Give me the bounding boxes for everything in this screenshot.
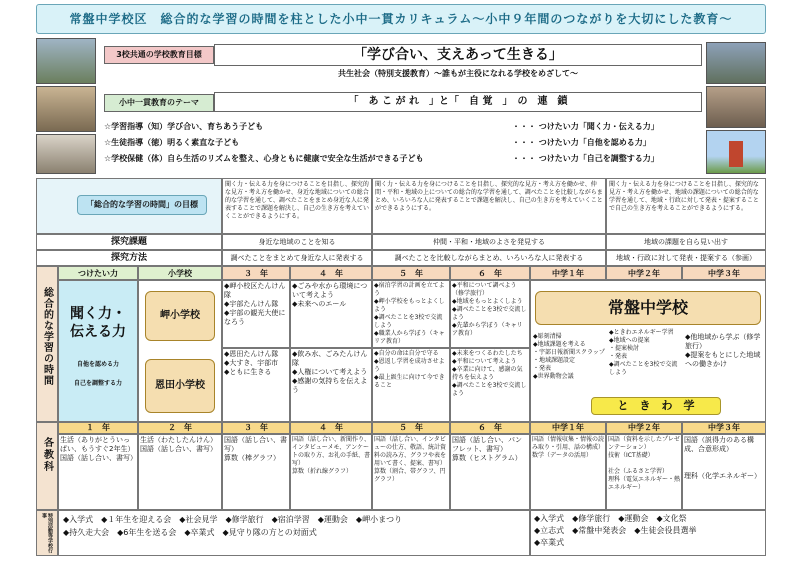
subj-g3: 国語（話し合い、書写） 算数（棒グラフ） [222,434,290,510]
misaki-grade-3: ◆岬小校区たんけん隊 ◆宇部たんけん隊 ◆宇部の観光大使になろう [222,280,290,348]
events-jh-line-1: ◆入学式 ◆修学旅行 ◆運動会 ◆文化祭 [534,514,687,523]
sogo-goal-jh: 聞く力・伝える力を身につけることを目指し、探究的な見方・考え方を働かせ、地域の課題についての総合的な学習を通して、地域・行政に対して発表・提案することで自己の生き方を考えることができるようにする。 [606,178,766,234]
guidance-left-1: ☆学習指導（知）学び合い、育ちあう子ども [104,122,264,131]
tankyu-label: 探究課題 [36,234,222,250]
common-goal-label: 3校共通の学校教育目標 [104,46,214,64]
jh1-activities: ◆彫刻清掃 ◆地域課題を考える ・宇部日報新聞スクラップ ・地域課題設定 ・発表 ◆世界動物会議 [533,333,605,380]
events-elem-line-2: ◆持久走大会 ◆6年生を送る会 ◆卒業式 ◆見守り隊の方との対面式 [63,528,317,537]
events-elem [58,510,530,556]
tsuketai-header: つけたい力 [58,266,138,280]
subj-g2-header: ２ 年 [138,422,222,434]
subj-g6: 国語（話し合い、パンフレット、書写） 算数（ヒストグラム） [450,434,530,510]
tankyu-3: 地域の課題を自ら見い出す [606,234,766,250]
subj-g4: 国語（話し合い、新聞作り、インタビューメモ、アンケートの取り方、お礼の手紙、書写） 算数（折れ線グラフ） [290,434,372,510]
power-sub2: 自己を調整する力 [73,380,122,387]
events-elem-line-1: ◆入学式 ◆１年生を迎える会 ◆社会見学 ◆修学旅行 ◆宿泊学習 ◆運動会 ◆岬小まつり [63,515,403,524]
hoho-label: 探究方法 [36,250,222,266]
subgoal: 共生社会（特別支援教育）～誰もが主役になれる学校をめざして～ [338,69,578,78]
tower-icon [729,141,743,167]
photo-tower [706,130,766,174]
sogo-goal-label-cell [36,178,222,234]
subjects-side-label-cell [36,422,58,510]
jh2-header: 中学２年 [606,266,682,280]
photo-students-1 [706,42,766,84]
school-col [138,280,222,422]
tankyu-1: 身近な地域のことを知る [222,234,372,250]
subj-g5: 国語（話し合い、インタビューの仕方、敬語、統計資料の読み方、グラフや表を用いて書く、提案、書写） 算数（割合、帯グラフ、円グラフ） [372,434,450,510]
misaki-grade-6: ◆平和について調べよう（修学旅行） ◆地域をもっとよくしよう ◆調べたことを3校で交流しよう ◆先輩から学ぼう（キャリア教育） [450,280,530,348]
sogo-goal-elem-low: 聞く力・伝える力を身につけることを目指し、探究的な見方・考え方を働かせ、身近な地域についての総合的な学習を通して、調べたことをまとめ身近な人に発表することで課題を解決し、自己の生き方を考えていくことができるようにする。 [222,178,372,234]
guidance-right-3: ・・・ つけたい力「自己を調整する力」 [512,154,659,163]
events-jh-line-2: ◆立志式 ◆常盤中発表会 ◆生徒会役員選挙 [534,526,697,535]
subj-g5-header: ５ 年 [372,422,450,434]
subj-g1-header: １ 年 [58,422,138,434]
jh3-header: 中学３年 [682,266,766,280]
onda-grade-4: ◆飲み水、ごみたんけん隊 ◆人権について考えよう ◆感謝の気持ちを伝えよう [290,348,372,422]
subj-jh3: 国語（説得力のある構成、合意形成） 理科（化学エネルギー） [682,434,766,510]
events-side-label-cell [36,510,58,556]
grade-6-header: ６ 年 [450,266,530,280]
jh3-activities: ◆他地域から学ぶ（修学旅行） ◆提案をもとにした地域への働きかけ [685,333,761,368]
tankyu-2: 仲間・平和・地域のよさを発見する [372,234,606,250]
sogo-side-label-cell [36,266,58,422]
tokiwa-junior-high: 常盤中学校 [535,291,761,325]
subj-g1: 生活（ありがとういっぱい、もうすぐ2年生） 国語（話し合い、書写） [58,434,138,510]
power-main: 聞く力・伝える力 [70,306,126,340]
power-sub1: 自他を認める力 [76,361,119,368]
guidance-left-3: ☆学校保健（体）自ら生活のリズムを整え、心身ともに健康で安全な生活ができる子ども [104,154,424,163]
misaki-school: 岬小学校 [145,291,215,341]
grade-3-header: ３ 年 [222,266,290,280]
guidance-list [104,120,704,172]
grade-4-header: ４ 年 [290,266,372,280]
hoho-3: 地域・行政に対して発表・提案する（参画） [606,250,766,266]
misaki-grade-5: ◆宿泊学習の計画を立てよう ◆岬小学校をもっとよくしよう ◆調べたことを3校で交流しよう ◆職業人から学ぼう（キャリア教育） [372,280,450,348]
sogo-side-label: 総合的な学習の時間 [41,287,53,386]
page-title: 常盤中学校区 総合的な学習の時間を柱とした小中一貫カリキュラム～小中９年間のつながりを大切にした教育～ [36,4,766,34]
photo-classroom-3 [36,134,96,174]
shogakko-header: 小学校 [138,266,222,280]
subj-jh2-header: 中学２年 [606,422,682,434]
sogo-goal-elem-high: 聞く力・伝える力を身につけることを目指し、探究的な見方・考え方を働かせ、仲間・平和・地域の上についての総合的な学習を通して、調べたことを比較しながらまとめ、いろいろな人に発表することで課題を解決し、自己の生き方を考えていくことができるようにする。 [372,178,606,234]
common-goal: 「学び合い、支えあって生きる」 [214,44,702,66]
onda-grade-3: ◆恩田たんけん隊 ◆大すき、宇部市 ◆ともに生きる [222,348,290,422]
photo-classroom-2 [36,86,96,132]
jh-area [530,280,766,422]
theme: 「 あ こ が れ 」と「 自 覚 」 の 連 鎖 [214,92,702,112]
guidance-right-1: ・・・ つけたい力「聞く力・伝える力」 [512,122,659,131]
photo-classroom-1 [36,38,96,84]
jh2-activities: ◆ときわエネルギー学習 ◆地域への提案 ・提案検討 ・発表 ◆調べたことを3校で交流しよう [609,329,678,376]
subj-jh1-header: 中学１年 [530,422,606,434]
subj-jh3-header: 中学３年 [682,422,766,434]
events-side-label: 特別活動等学校行事 [41,513,53,553]
guidance-right-2: ・・・ つけたい力「自他を認める力」 [512,138,651,147]
events-jh-line-3: ◆卒業式 [534,538,565,547]
onda-grade-5: ◆自分の命は自分で守る ◆恩返し学習を成功させよう ◆最上級生に向けて今できること [372,348,450,422]
hoho-2: 調べたことを比較しながらまとめ、いろいろな人に発表する [372,250,606,266]
subj-g2: 生活（わたしたんけん） 国語（話し合い、書写） [138,434,222,510]
jh1-header: 中学１年 [530,266,606,280]
onda-grade-6: ◆未来をつくるわたしたち ◆平和について考えよう ◆卒業に向けて、感謝の気持ちを伝えよう ◆調べたことを3校で交流しよう [450,348,530,422]
subj-g3-header: ３ 年 [222,422,290,434]
tokiwa-gaku: と き わ 学 [591,397,721,415]
events-jh [530,510,766,556]
theme-label: 小中一貫教育のテーマ [104,94,214,112]
subj-jh2: 国語（資料を示したプレゼンテーション） 技術（ICT基礎） 社会（ふるさと学習） 理科（電気エネルギー・熱エネルギー） [606,434,682,510]
subj-jh1: 国語（情報収集・情報の読み取り・引用、話の構成） 数学（データの活用） [530,434,606,510]
sogo-goal-label: 「総合的な学習の時間」の目標 [77,195,207,215]
misaki-grade-4: ◆ごみや水から環境について考えよう ◆未来へのエール [290,280,372,348]
photo-students-2 [706,86,766,128]
subjects-side-label: 各教科 [41,437,53,473]
subj-g4-header: ４ 年 [290,422,372,434]
power-cell [58,280,138,422]
grade-5-header: ５ 年 [372,266,450,280]
subj-g6-header: ６ 年 [450,422,530,434]
onda-school: 恩田小学校 [145,359,215,413]
hoho-1: 調べたことをまとめて身近な人に発表する [222,250,372,266]
guidance-left-2: ☆生徒指導（徳）明るく素直な子ども [104,138,240,147]
